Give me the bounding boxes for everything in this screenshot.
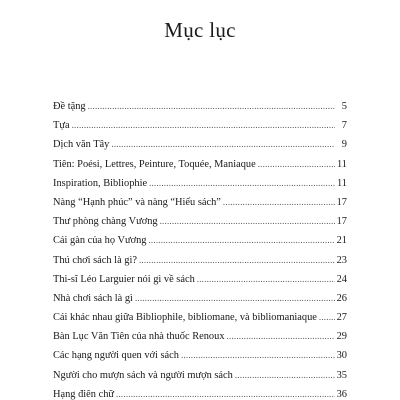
toc-title: Mục lục bbox=[164, 18, 236, 42]
toc-entry bbox=[53, 346, 347, 365]
dot-leader bbox=[235, 366, 335, 385]
entry-title: Nàng “Hạnh phúc” và nàng “Hiếu sách” bbox=[53, 196, 221, 208]
entry-page-number: 30 bbox=[336, 350, 347, 362]
entry-page-number: 26 bbox=[336, 292, 347, 304]
toc-entry bbox=[53, 385, 347, 400]
toc-entry bbox=[53, 193, 347, 212]
toc-entry bbox=[53, 135, 347, 154]
entry-title: Đề tặng bbox=[53, 101, 86, 112]
entry-page-number: 36 bbox=[336, 388, 347, 400]
dot-leader bbox=[227, 327, 335, 346]
entry-page-number: 17 bbox=[336, 196, 347, 208]
entry-title: Hạng điên chữ bbox=[53, 388, 115, 400]
dot-leader bbox=[116, 385, 335, 400]
entry-title: Nhà chơi sách là gì bbox=[53, 292, 133, 304]
entry-page-number: 9 bbox=[341, 139, 347, 151]
entry-title: Inspiration, Bibliophie bbox=[53, 177, 148, 189]
toc-entry bbox=[53, 327, 347, 346]
dot-leader bbox=[149, 174, 335, 193]
dot-leader bbox=[319, 308, 335, 327]
dot-leader bbox=[258, 155, 335, 174]
entry-title: Cái gàn của họ Vương bbox=[53, 235, 147, 247]
entry-page-number: 11 bbox=[336, 177, 347, 189]
toc-entry bbox=[53, 97, 347, 116]
entry-title: Thư phòng chàng Vương bbox=[53, 216, 158, 228]
dot-leader bbox=[72, 116, 335, 135]
toc-entry bbox=[53, 289, 347, 308]
toc-entry bbox=[53, 174, 347, 193]
toc-entry bbox=[53, 155, 347, 174]
dot-leader bbox=[181, 346, 335, 365]
entry-title: Thú chơi sách là gì? bbox=[53, 254, 137, 266]
dot-leader bbox=[139, 251, 335, 270]
dot-leader bbox=[148, 231, 334, 250]
toc-entry bbox=[53, 231, 347, 250]
entry-page-number: 24 bbox=[336, 273, 347, 285]
toc-entry bbox=[53, 270, 347, 289]
toc-entry bbox=[53, 366, 347, 385]
dot-leader bbox=[197, 270, 335, 289]
entry-title: Tiên: Poési, Lettres, Peinture, Toquée, Maniaque bbox=[53, 158, 256, 170]
entry-title: Thi-sĩ Léo Larguier nói gì về sách bbox=[53, 273, 195, 285]
entry-page-number: 5 bbox=[341, 101, 347, 112]
entry-page-number: 7 bbox=[341, 120, 347, 132]
toc-entry bbox=[53, 212, 347, 231]
entry-title: Người cho mượn sách và người mượn sách bbox=[53, 369, 233, 381]
entry-page-number: 27 bbox=[336, 312, 347, 324]
entry-title: Dịch văn Tây bbox=[53, 139, 110, 151]
toc-entry bbox=[53, 308, 347, 327]
entry-title: Tựa bbox=[53, 120, 70, 132]
entry-title: Bàn Lục Văn Tiên của nhà thuốc Renoux bbox=[53, 331, 225, 343]
dot-leader bbox=[223, 193, 335, 212]
dot-leader bbox=[88, 97, 335, 116]
entry-title: Cái khác nhau giữa Bibliophile, bibliomane, và bibliomaniaque bbox=[53, 312, 317, 324]
entry-page-number: 11 bbox=[336, 158, 347, 170]
entry-title: Các hạng người quen với sách bbox=[53, 350, 179, 362]
entry-page-number: 23 bbox=[336, 254, 347, 266]
dot-leader bbox=[135, 289, 335, 308]
entry-page-number: 17 bbox=[336, 216, 347, 228]
toc-entry bbox=[53, 251, 347, 270]
entry-page-number: 35 bbox=[336, 369, 347, 381]
toc-list bbox=[53, 97, 347, 400]
dot-leader bbox=[160, 212, 335, 231]
entry-page-number: 21 bbox=[336, 235, 347, 247]
toc-entry bbox=[53, 116, 347, 135]
entry-page-number: 29 bbox=[336, 331, 347, 343]
dot-leader bbox=[111, 135, 335, 154]
